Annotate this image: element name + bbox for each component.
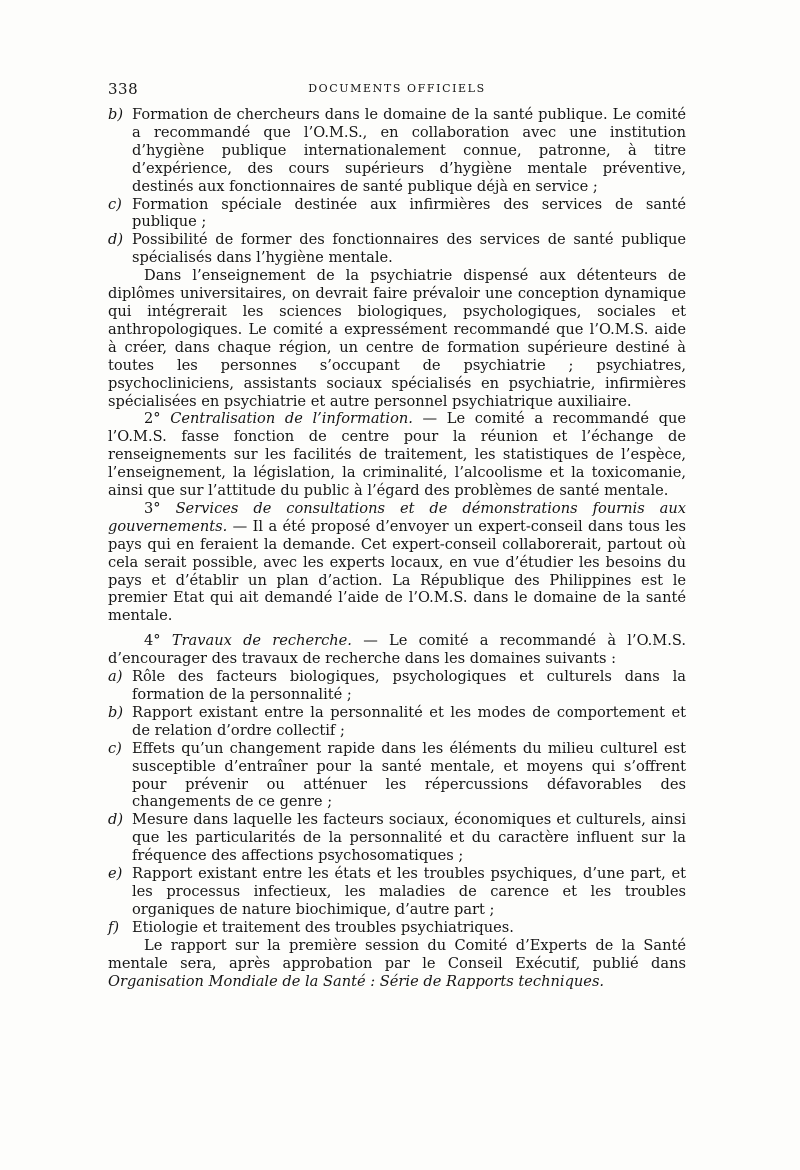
- list-item: [108, 811, 686, 865]
- list-item: [108, 919, 686, 937]
- list-item: [108, 740, 686, 812]
- item-label: d): [108, 811, 124, 829]
- page-header: [108, 70, 686, 100]
- section-number: 4°: [144, 632, 161, 650]
- item-text: Rôle des facteurs biologiques, psychologiques et culturels dans la formation de la personnalité ;: [132, 668, 686, 703]
- section-number: 2°: [144, 410, 161, 428]
- section-title: Services de consultations et de démonstrations fournis aux gouvernements.: [108, 499, 686, 535]
- section-text: — Le comité a recommandé que l’O.M.S. fasse fonction de centre pour la réunion et l’échange de renseignements sur les facilités de traitement, les statistiques de l’espèce, l’enseignement, la législation, la criminalité, l’alcoolisme et la toxicomanie, ainsi que sur l’attitude du public à l’égard des problèmes de santé mentale.: [108, 410, 687, 500]
- item-text: Etiologie et traitement des troubles psychiatriques.: [132, 918, 514, 936]
- section-3: [108, 500, 686, 625]
- list-item: [108, 704, 686, 740]
- list-item: [108, 865, 686, 919]
- section-4: [108, 632, 686, 668]
- section-text: — Il a été proposé d’envoyer un expert-conseil dans tous les pays qui en feraient la demande. Cet expert-conseil collaborerait, partout où cela serait possible, avec les experts locaux, en vue d’étudier les besoins du pays et d’établir un plan d’action. La République des Philippines est le premier Etat qui ait demandé l’aide de l’O.M.S. dans le domaine de la santé mentale.: [108, 517, 687, 625]
- document-page: [108, 70, 686, 990]
- list-item: [108, 668, 686, 704]
- item-label: e): [108, 865, 123, 883]
- body-text: [108, 106, 686, 990]
- publication-title: Organisation Mondiale de la Santé : Série de Rapports techniques.: [108, 972, 605, 990]
- item-text: Formation de chercheurs dans le domaine de la santé publique. Le comité a recommandé que l’O.M.S., en collaboration avec une institution d’hygiène publique internationalement connue, patronne, à titre d’expérience, des cours supérieurs d’hygiène mentale préventive, destinés aux fonctionnaires de santé publique déjà en service ;: [132, 106, 686, 195]
- list-item: [108, 196, 686, 232]
- item-text: Rapport existant entre la personnalité et les modes de comportement et de relation d’ordre collectif ;: [132, 703, 686, 739]
- item-label: a): [108, 668, 123, 686]
- closing-paragraph: [108, 937, 686, 991]
- item-text: Rapport existant entre les états et les troubles psychiques, d’une part, et les processus infectieux, les maladies de carence et les troubles organiques de nature biochimique, d’autre part ;: [132, 865, 686, 918]
- section-text: — Le comité a recommandé à l’O.M.S. d’encourager des travaux de recherche dans les domaines suivants :: [108, 632, 687, 668]
- section-title: Centralisation de l’information.: [170, 410, 413, 428]
- section-title: Travaux de recherche.: [171, 632, 352, 650]
- list-item: [108, 231, 686, 267]
- list-item: [108, 106, 686, 196]
- page-number: 338: [108, 80, 139, 98]
- item-text: Possibilité de former des fonctionnaires des services de santé publique spécialisés dans l’hygiène mentale.: [132, 231, 686, 267]
- item-label: c): [108, 739, 122, 757]
- item-text: Effets qu’un changement rapide dans les éléments du milieu culturel est susceptible d’entraîner pour la santé mentale, et moyens qui s’offrent pour prévenir ou atténuer les répercussions défavorables des changements de ce genre ;: [132, 739, 686, 811]
- closing-text: Le rapport sur la première session du Comité d’Experts de la Santé mentale sera, après approbation par le Conseil Exécutif, publié dans: [108, 936, 686, 972]
- item-label: b): [108, 703, 124, 721]
- paragraph-psychiatrie: Dans l’enseignement de la psychiatrie dispensé aux détenteurs de diplômes universitaires, on devrait faire prévaloir une conception dynamique qui intégrerait les sciences biologiques, psychologiques, sociales et anthropologiques. Le comité a expressément recommandé que l’O.M.S. aide à créer, dans chaque région, un centre de formation supérieure destiné à toutes les personnes s’occupant de psychiatrie ; psychiatres, psychocliniciens, assistants sociaux spécialisés en psychiatrie, infirmières spécialisées en psychiatrie et autre personnel psychiatrique auxiliaire.: [108, 267, 686, 410]
- item-label: f): [108, 918, 120, 936]
- running-title: DOCUMENTS OFFICIELS: [308, 82, 486, 95]
- item-label: b): [108, 106, 124, 123]
- item-label: d): [108, 231, 124, 249]
- item-text: Formation spéciale destinée aux infirmières des services de santé publique ;: [132, 195, 686, 231]
- section-number: 3°: [144, 499, 161, 517]
- section-2: [108, 410, 686, 500]
- item-label: c): [108, 195, 122, 213]
- item-text: Mesure dans laquelle les facteurs sociaux, économiques et culturels, ainsi que les particularités de la personnalité et du caractère influent sur la fréquence des affections psychosomatiques ;: [132, 811, 686, 865]
